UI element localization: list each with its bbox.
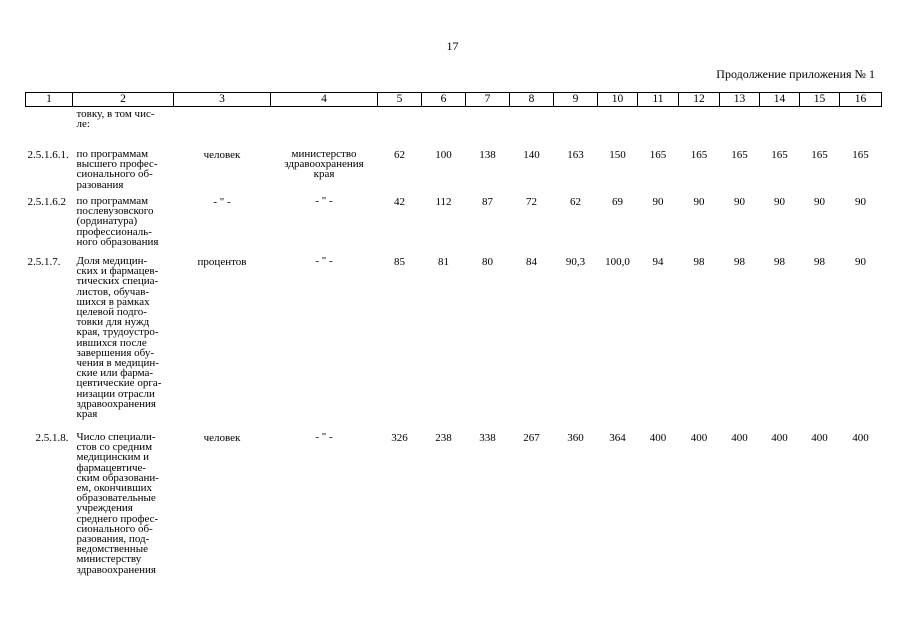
row-code: 2.5.1.8. <box>35 432 69 444</box>
row-name-line: ведомственные <box>76 543 148 556</box>
row-value: 42 <box>394 196 405 208</box>
row-name-line: товку, в том чис- <box>76 108 155 120</box>
header-cell: 16 <box>840 93 882 107</box>
row-name-line: министерству <box>76 553 142 566</box>
row-value <box>720 107 760 150</box>
row-name-line: ских и фармацев- <box>76 265 159 278</box>
row-value: 150 <box>609 149 626 161</box>
row-name-line: ного образования <box>76 235 159 248</box>
continuation-label: Продолжение приложения № 1 <box>716 67 875 81</box>
row-ministry <box>271 196 378 256</box>
row-value: 165 <box>731 149 748 161</box>
row-name-line: высшего профес- <box>76 158 158 171</box>
row-value: 98 <box>693 256 705 268</box>
row-ministry-line: министерство <box>291 148 357 160</box>
row-value: 72 <box>526 196 537 208</box>
row-name-line: учреждения <box>76 502 133 515</box>
row-value <box>800 107 840 150</box>
row-value: 94 <box>652 256 664 268</box>
row-name-line: по программам <box>76 148 149 160</box>
header-cell: 15 <box>800 93 840 107</box>
row-value: 238 <box>435 432 452 444</box>
table-row <box>26 107 882 150</box>
header-cell: 9 <box>554 93 598 107</box>
row-value: 98 <box>734 256 745 268</box>
row-name-line: ем, окончивших <box>76 482 152 495</box>
row-value: 400 <box>731 432 748 444</box>
row-value: 400 <box>852 432 869 444</box>
header-cell: 4 <box>271 93 378 107</box>
header-cell: 8 <box>510 93 554 107</box>
row-ministry-line: - " - <box>315 195 333 207</box>
row-value <box>378 107 422 150</box>
row-name-line: сионального об- <box>76 168 153 181</box>
row-name-line: сионального об- <box>76 522 153 535</box>
row-value: 90 <box>814 196 825 208</box>
row-value <box>638 107 679 150</box>
row-name-line: ле: <box>76 118 90 131</box>
row-value: 87 <box>482 196 493 208</box>
row-ministry-line: края <box>313 168 335 181</box>
row-code: 2.5.1.6.1. <box>27 149 69 161</box>
row-value: 90 <box>734 196 745 208</box>
row-value: 90 <box>855 256 866 268</box>
header-cell: 1 <box>26 93 73 107</box>
row-name-line: товки для нужд <box>76 316 150 329</box>
row-name-line: целевой подго- <box>76 306 147 319</box>
row-name-line: медицинским и <box>76 451 150 464</box>
row-name-line: завершения обу- <box>76 346 155 359</box>
row-name-line: листов, обучав- <box>76 285 150 298</box>
row-name-line: цевтические орга- <box>76 377 162 390</box>
row-name <box>73 107 174 150</box>
row-code: 2.5.1.7. <box>27 256 61 268</box>
row-value: 326 <box>391 432 408 444</box>
row-value <box>760 107 800 150</box>
header-cell: 14 <box>760 93 800 107</box>
row-value: 165 <box>649 149 667 161</box>
row-name-line: здравоохранения <box>76 563 156 576</box>
row-value: 90 <box>855 196 866 208</box>
row-ministry <box>271 107 378 150</box>
row-name <box>73 196 174 256</box>
row-ministry <box>271 256 378 432</box>
row-name-line: тических специа- <box>76 275 159 288</box>
row-value: 98 <box>814 256 825 268</box>
row-value: 62 <box>394 149 405 161</box>
row-ministry <box>271 432 378 592</box>
header-cell: 10 <box>598 93 638 107</box>
row-value: 163 <box>567 149 584 161</box>
row-name-line: фармацевтиче- <box>76 461 147 474</box>
row-value <box>422 107 466 150</box>
row-name <box>73 432 174 592</box>
row-name-line: края, трудоустро- <box>76 326 159 339</box>
row-value: 364 <box>609 432 626 444</box>
header-cell: 11 <box>638 93 679 107</box>
row-value: 81 <box>438 256 449 268</box>
row-name-line: ские или фарма- <box>76 367 154 380</box>
row-name-line: разования, под- <box>76 533 150 546</box>
row-name-line: профессиональ- <box>76 225 152 238</box>
row-name-line: здравоохранения <box>76 397 156 410</box>
row-value: 69 <box>612 196 623 208</box>
row-value: 400 <box>649 432 667 444</box>
row-ministry <box>271 149 378 196</box>
row-name <box>73 149 174 196</box>
row-value: 100,0 <box>605 256 630 268</box>
table-row <box>26 432 882 592</box>
row-value: 165 <box>771 149 788 161</box>
row-name-line: разования <box>76 178 124 191</box>
table-row <box>26 196 882 256</box>
indicators-table <box>25 92 882 592</box>
header-cell: 5 <box>378 93 422 107</box>
header-cell: 3 <box>174 93 271 107</box>
row-name-line: по программам <box>76 195 149 207</box>
row-code <box>26 107 73 150</box>
row-value <box>554 107 598 150</box>
row-value: 80 <box>482 256 493 268</box>
row-value <box>510 107 554 150</box>
row-value: 165 <box>690 149 708 161</box>
row-name <box>73 256 174 432</box>
row-value: 90,3 <box>565 256 586 268</box>
row-name-line: чения в медицин- <box>76 357 159 370</box>
row-code: 2.5.1.6.2 <box>27 196 66 208</box>
row-value: 90 <box>652 196 664 208</box>
row-value: 112 <box>435 196 452 208</box>
header-cell: 2 <box>73 93 174 107</box>
row-ministry-line: - " - <box>315 431 333 443</box>
row-name-line: ским образовани- <box>76 471 159 484</box>
row-value <box>840 107 882 150</box>
row-name-line: шихся в рамках <box>76 295 150 308</box>
row-value <box>598 107 638 150</box>
row-name-line: ившихся после <box>76 336 147 349</box>
row-name-line: Доля медицин- <box>76 255 148 267</box>
row-name-line: низации отрасли <box>76 387 155 400</box>
row-value: 90 <box>774 196 785 208</box>
row-ministry-line: здравоохранения <box>284 158 364 171</box>
row-value: 400 <box>690 432 708 444</box>
row-ministry-line: - " - <box>315 255 333 267</box>
row-value <box>466 107 510 150</box>
row-value: 165 <box>811 149 828 161</box>
row-value: 165 <box>852 149 869 161</box>
header-cell: 13 <box>720 93 760 107</box>
row-value: 90 <box>693 196 705 208</box>
row-value: 360 <box>567 432 584 444</box>
row-value: 400 <box>771 432 788 444</box>
row-value: 138 <box>479 149 496 161</box>
page-number: 17 <box>446 39 459 53</box>
header-cell: 7 <box>466 93 510 107</box>
row-name-line: стов со средним <box>76 441 153 454</box>
row-value <box>679 107 720 150</box>
table-row <box>26 149 882 196</box>
header-row <box>26 93 882 107</box>
row-value: 84 <box>526 256 537 268</box>
row-name-line: края <box>76 408 98 421</box>
row-value: 85 <box>394 256 405 268</box>
row-name-line: послевузовского <box>76 205 154 218</box>
table-body <box>26 107 882 593</box>
header-cell: 12 <box>679 93 720 107</box>
row-value: 267 <box>523 432 540 444</box>
row-value: 100 <box>435 149 452 161</box>
row-value: 400 <box>811 432 828 444</box>
row-value: 62 <box>570 196 581 208</box>
row-value: 140 <box>523 149 540 161</box>
table-row <box>26 256 882 432</box>
header-cell: 6 <box>422 93 466 107</box>
row-name-line: среднего профес- <box>76 512 159 525</box>
row-name-line: образовательные <box>76 492 156 505</box>
row-name-line: (ординатура) <box>76 215 138 228</box>
row-name-line: Число специали- <box>76 431 156 443</box>
row-unit: процентов <box>197 256 247 268</box>
row-value: 338 <box>479 432 496 444</box>
row-unit: - " - <box>213 196 231 208</box>
row-unit: человек <box>203 432 241 444</box>
row-unit <box>174 107 271 150</box>
row-unit: человек <box>203 149 241 161</box>
row-value: 98 <box>774 256 785 268</box>
